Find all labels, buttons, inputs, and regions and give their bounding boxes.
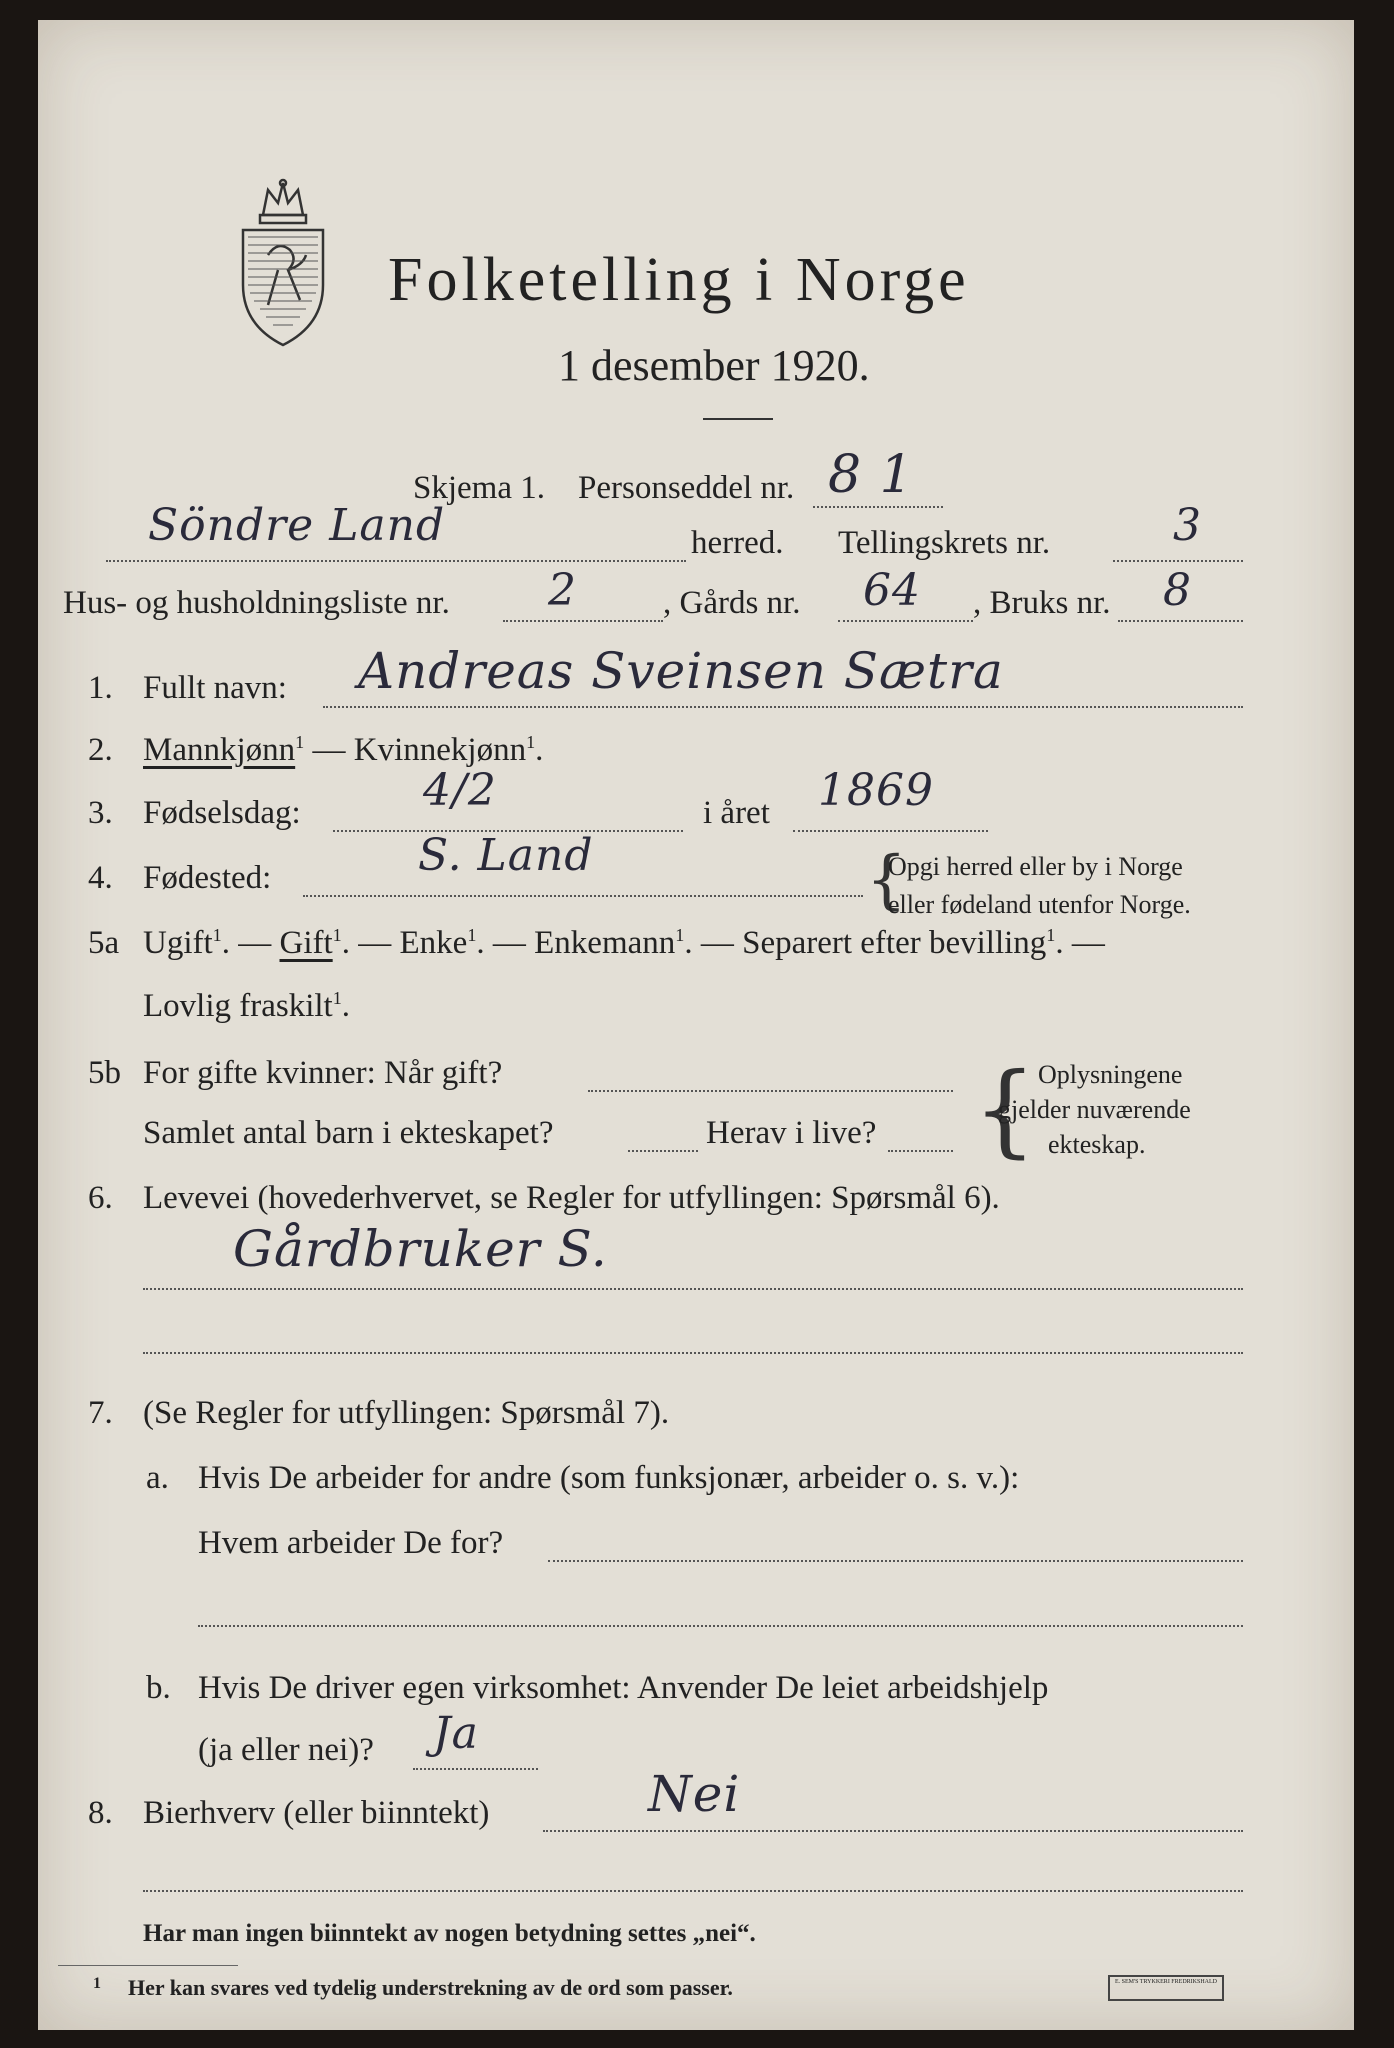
q7a-label: Hvis De arbeider for andre (som funksjonær, arbeider o. s. v.): <box>198 1460 1020 1496</box>
q7-number: 7. <box>88 1395 113 1431</box>
q3-value: 4/2 <box>423 765 497 816</box>
q5b-number: 5b <box>88 1055 121 1091</box>
q3-year-value: 1869 <box>818 765 934 816</box>
q7b-value: Ja <box>433 1708 479 1759</box>
form-title: Folketelling i Norge <box>388 246 970 314</box>
hus-label: Hus- og husholdningsliste nr. <box>63 585 450 621</box>
q5a-options: Ugift$^1$. — Gift$^1$. — Enke$^1$. — Enkemann$^1$. — Separert efter bevilling$^1$. — <box>143 925 1105 961</box>
tellingskrets-value: 3 <box>1173 500 1202 551</box>
q1-label: Fullt navn: <box>143 670 287 706</box>
q3-number: 3. <box>88 795 113 831</box>
q5a-enke-option: Enke <box>399 925 468 961</box>
tellingskrets-label: Tellingskrets nr. <box>838 525 1051 561</box>
q4-line <box>303 895 863 897</box>
herred-line <box>106 560 686 562</box>
q8-number: 8. <box>88 1795 113 1831</box>
q5b-label: For gifte kvinner: Når gift? <box>143 1055 503 1091</box>
q1-value: Andreas Sveinsen Sætra <box>358 642 1004 700</box>
footnote: Her kan svares ved tydelig understrekning av de ord som passer. <box>128 1975 733 2000</box>
q6-number: 6. <box>88 1180 113 1216</box>
q5a-enkemann-option: Enkemann <box>534 925 676 961</box>
coat-of-arms-icon <box>228 175 338 350</box>
personseddel-label: Personseddel nr. <box>578 470 795 506</box>
q8-label: Bierhverv (eller biinntekt) <box>143 1795 490 1831</box>
personseddel-value: 8 1 <box>828 445 914 505</box>
q2-male-option: Mannkjønn <box>143 732 296 768</box>
herred-label: herred. <box>691 525 784 561</box>
q1-number: 1. <box>88 670 113 706</box>
q5b-note-line1: Oplysningene <box>1038 1060 1183 1089</box>
q5b-children-line <box>628 1150 698 1152</box>
q1-line <box>323 706 1243 708</box>
tellingskrets-line <box>1113 560 1243 562</box>
q5b-alive-line <box>888 1150 953 1152</box>
gards-label: , Gårds nr. <box>663 585 801 621</box>
skjema-label: Skjema 1. <box>413 470 545 506</box>
q4-number: 4. <box>88 860 113 896</box>
q7a-who-line2 <box>198 1625 1243 1627</box>
q4-value: S. Land <box>418 830 594 881</box>
footer-divider <box>58 1965 238 1966</box>
q4-note-brace: { <box>866 843 907 917</box>
q7b-label: Hvis De driver egen virksomhet: Anvender De leiet arbeidshjelp <box>198 1670 1049 1706</box>
q5b-note-line2: gjelder nuværende <box>998 1095 1191 1124</box>
q4-note-line1: Opgi herred eller by i Norge <box>888 852 1183 881</box>
q6-line1 <box>143 1288 1243 1290</box>
q5a-lovlig-line: Lovlig fraskilt$^1$. <box>143 988 351 1024</box>
q8-line <box>543 1830 1243 1832</box>
q5b-children-label: Samlet antal barn i ekteskapet? <box>143 1115 554 1151</box>
q4-label: Fødested: <box>143 860 272 896</box>
hus-line <box>503 620 663 622</box>
q4-note-line2: eller fødeland utenfor Norge. <box>888 890 1191 919</box>
q7a-number: a. <box>146 1460 169 1496</box>
q5b-note-brace: { <box>973 1051 1037 1168</box>
q5a-number: 5a <box>88 925 120 961</box>
census-date: 1 desember 1920. <box>558 341 870 390</box>
q2-separator: — <box>304 732 354 768</box>
q7a-who-label: Hvem arbeider De for? <box>198 1525 504 1561</box>
q3-year-line <box>793 830 988 832</box>
hus-value: 2 <box>548 565 577 616</box>
bruks-label: , Bruks nr. <box>973 585 1111 621</box>
q6-line2 <box>143 1352 1243 1354</box>
footer-note: Har man ingen biinntekt av nogen betydning settes „nei“. <box>143 1920 756 1947</box>
q8-value: Nei <box>648 1765 741 1823</box>
personseddel-line <box>813 506 943 508</box>
gards-value: 64 <box>863 565 921 616</box>
q6-label: Levevei (hovederhvervet, se Regler for utfyllingen: Spørsmål 6). <box>143 1180 1000 1216</box>
printer-stamp: E. SEM'S TRYKKERI FREDRIKSHALD <box>1108 1975 1224 2001</box>
title-divider <box>703 418 773 420</box>
q2-number: 2. <box>88 732 113 768</box>
q5b-when-line <box>588 1090 953 1092</box>
q7b-ja-nei-label: (ja eller nei)? <box>198 1732 374 1768</box>
herred-value: Söndre Land <box>148 500 446 551</box>
q7b-number: b. <box>146 1670 171 1706</box>
census-form-page <box>38 20 1354 2030</box>
q2-options: Mannkjønn$^1$ — Kvinnekjønn$^1$. <box>143 732 544 768</box>
q5a-separert-option: Separert efter bevilling <box>742 925 1047 961</box>
bruks-value: 8 <box>1163 565 1192 616</box>
q5b-note-line3: ekteskap. <box>1048 1130 1146 1159</box>
q5a-ugift-option: Ugift <box>143 925 213 961</box>
gards-line <box>838 620 973 622</box>
q7b-line <box>413 1768 538 1770</box>
bruks-line <box>1118 620 1243 622</box>
q5a-gift-option: Gift <box>279 925 333 961</box>
q3-label: Fødselsdag: <box>143 795 301 831</box>
q5b-alive-label: Herav i live? <box>706 1115 877 1151</box>
q2-female-option: Kvinnekjønn <box>353 732 527 768</box>
footnote-mark: 1 <box>93 1975 101 1992</box>
q8-line2 <box>143 1890 1243 1892</box>
q7-label: (Se Regler for utfyllingen: Spørsmål 7). <box>143 1395 670 1431</box>
q3-year-label: i året <box>703 795 770 831</box>
q6-value: Gårdbruker S. <box>233 1220 608 1278</box>
q5a-lovlig-option: Lovlig fraskilt <box>143 988 333 1024</box>
q7a-who-line <box>548 1560 1243 1562</box>
